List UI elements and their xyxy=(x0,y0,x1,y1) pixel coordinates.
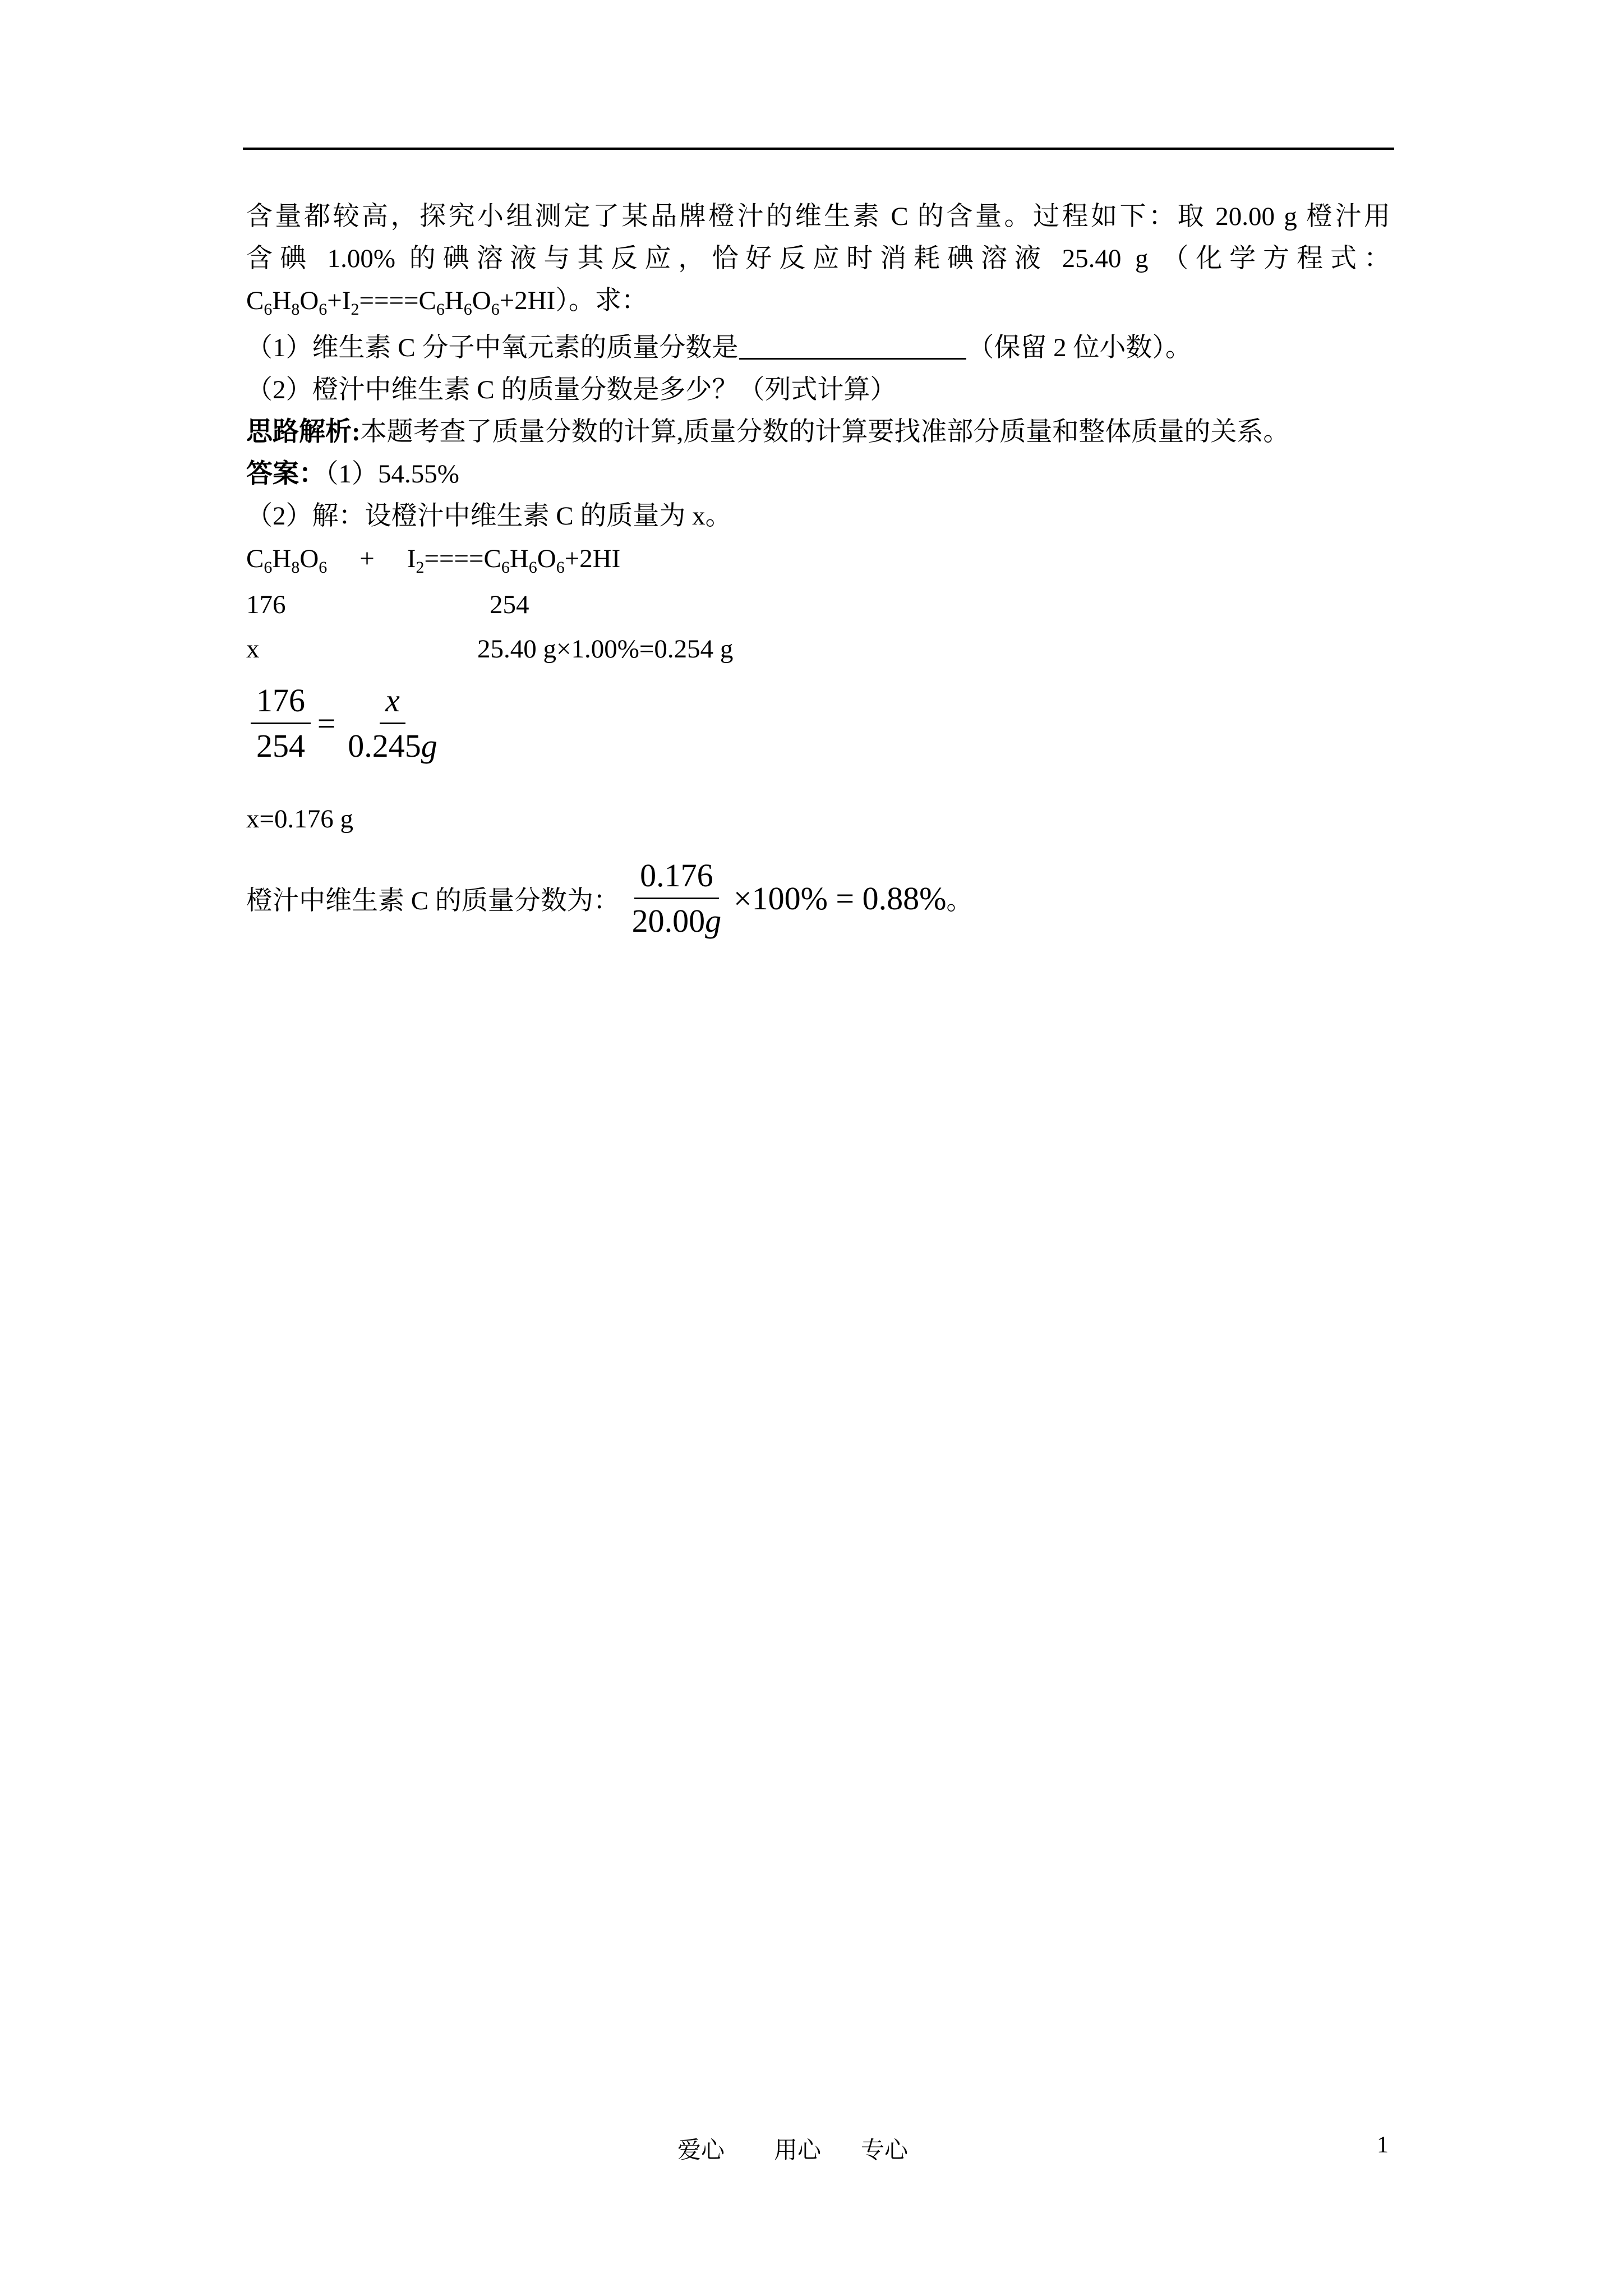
iodine-mass: 25.40 g×1.00%=0.254 g xyxy=(477,634,734,664)
unknown-x: x xyxy=(246,634,260,664)
molar-mass-176: 176 xyxy=(246,590,286,619)
footer-motto-1: 爱心 xyxy=(677,2138,725,2164)
answer-1: 答案：（1）54.55% xyxy=(246,459,459,489)
answer-blank xyxy=(739,333,966,360)
question-2: （2）橙汁中维生素 C 的质量分数是多少？（列式计算） xyxy=(246,375,897,404)
footer-motto-3: 专心 xyxy=(861,2138,909,2164)
fraction-176-254: $\frac{176}{254}$ xyxy=(251,683,311,763)
chemical-equation: $C_6H_8O_6+I_2====C_6H_6O_6+2HI$）。求： xyxy=(246,286,648,319)
x-result: x=0.176 g xyxy=(246,804,354,834)
reaction-equation: $C_6H_8O_6 + I_2====C_6H_6O_6+2HI$ xyxy=(246,544,621,577)
final-answer: 橙汁中维生素 C 的质量分数为： $\frac{0.176}{20.00g}$ ×100% = 0.88%。 xyxy=(246,857,973,939)
analysis xyxy=(246,415,1289,449)
problem-line-1: 含量都较高，探究小组测定了某品牌橙汁的维生素 C 的含量。过程如下：取 20.00 g 橙汁用 xyxy=(246,202,1390,231)
header-rule xyxy=(243,148,1394,150)
fraction-mass-percent: $\frac{0.176}{20.00g}$ xyxy=(631,857,722,939)
proportion-equation: $\frac{176}{254}$ = $\frac{x}{0.245g}$ xyxy=(251,683,443,763)
analysis-text: 本题考查了质量分数的计算,质量分数的计算要找准部分质量和整体质量的关系。 xyxy=(360,417,1290,447)
question-1: （1）维生素 C 分子中氧元素的质量分数是 （保留 2 位小数）。 xyxy=(246,333,1192,362)
fraction-x-mass: $\frac{x}{0.245g}$ xyxy=(348,682,437,764)
answer-2: （2）解：设橙汁中维生素 C 的质量为 x。 xyxy=(246,501,732,531)
problem-line-2: 含碘 1.00% 的碘溶液与其反应，恰好反应时消耗碘溶液 25.40 g （化学方程式： xyxy=(246,244,1390,273)
analysis-label: 思路解析: xyxy=(246,417,361,447)
molar-mass-254: 254 xyxy=(490,590,529,619)
answer-label: 答案： xyxy=(246,459,325,489)
page-number: 1 xyxy=(1377,2132,1389,2158)
footer-motto-2: 用心 xyxy=(774,2138,822,2164)
